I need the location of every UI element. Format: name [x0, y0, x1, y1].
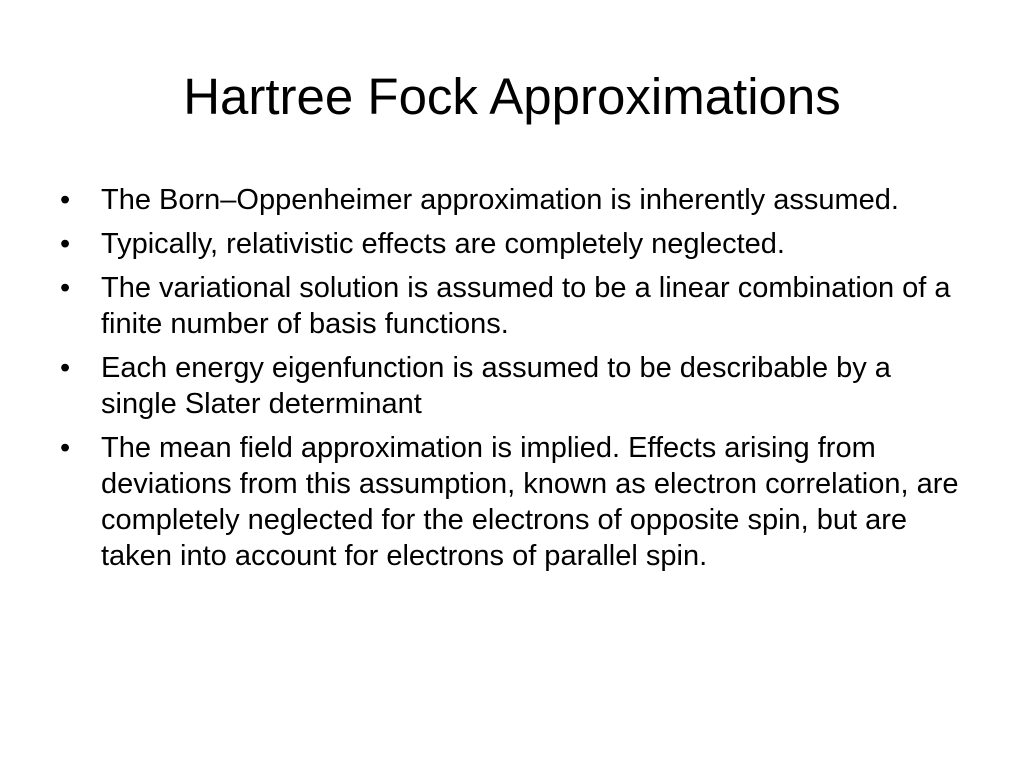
- bullet-dot-icon: •: [60, 184, 71, 216]
- bullet-dot-icon: •: [60, 432, 71, 464]
- bullet-text: The Born–Oppenheimer approximation is inherently assumed.: [101, 184, 899, 216]
- bullet-dot-icon: •: [60, 272, 71, 304]
- bullet-item: [60, 430, 970, 574]
- bullet-dot-icon: •: [60, 352, 71, 384]
- bullet-text: Each energy eigenfunction is assumed to be describable by a single Slater determinant: [101, 352, 891, 420]
- bullet-text: The mean field approximation is implied. Effects arising from deviations from this assumption, known as electron correlation, are completely neglected for the electrons of opposite spin, but are taken into account for electrons of parallel spin.: [101, 432, 959, 572]
- bullet-list: [60, 182, 970, 582]
- bullet-item: [60, 226, 970, 262]
- bullet-text: The variational solution is assumed to be a linear combination of a finite number of basis functions.: [101, 272, 951, 340]
- bullet-item: [60, 350, 970, 422]
- bullet-item: [60, 270, 970, 342]
- slide-title: Hartree Fock Approximations: [183, 68, 841, 125]
- bullet-item: [60, 182, 970, 218]
- bullet-text: Typically, relativistic effects are completely neglected.: [101, 228, 785, 260]
- bullet-dot-icon: •: [60, 228, 71, 260]
